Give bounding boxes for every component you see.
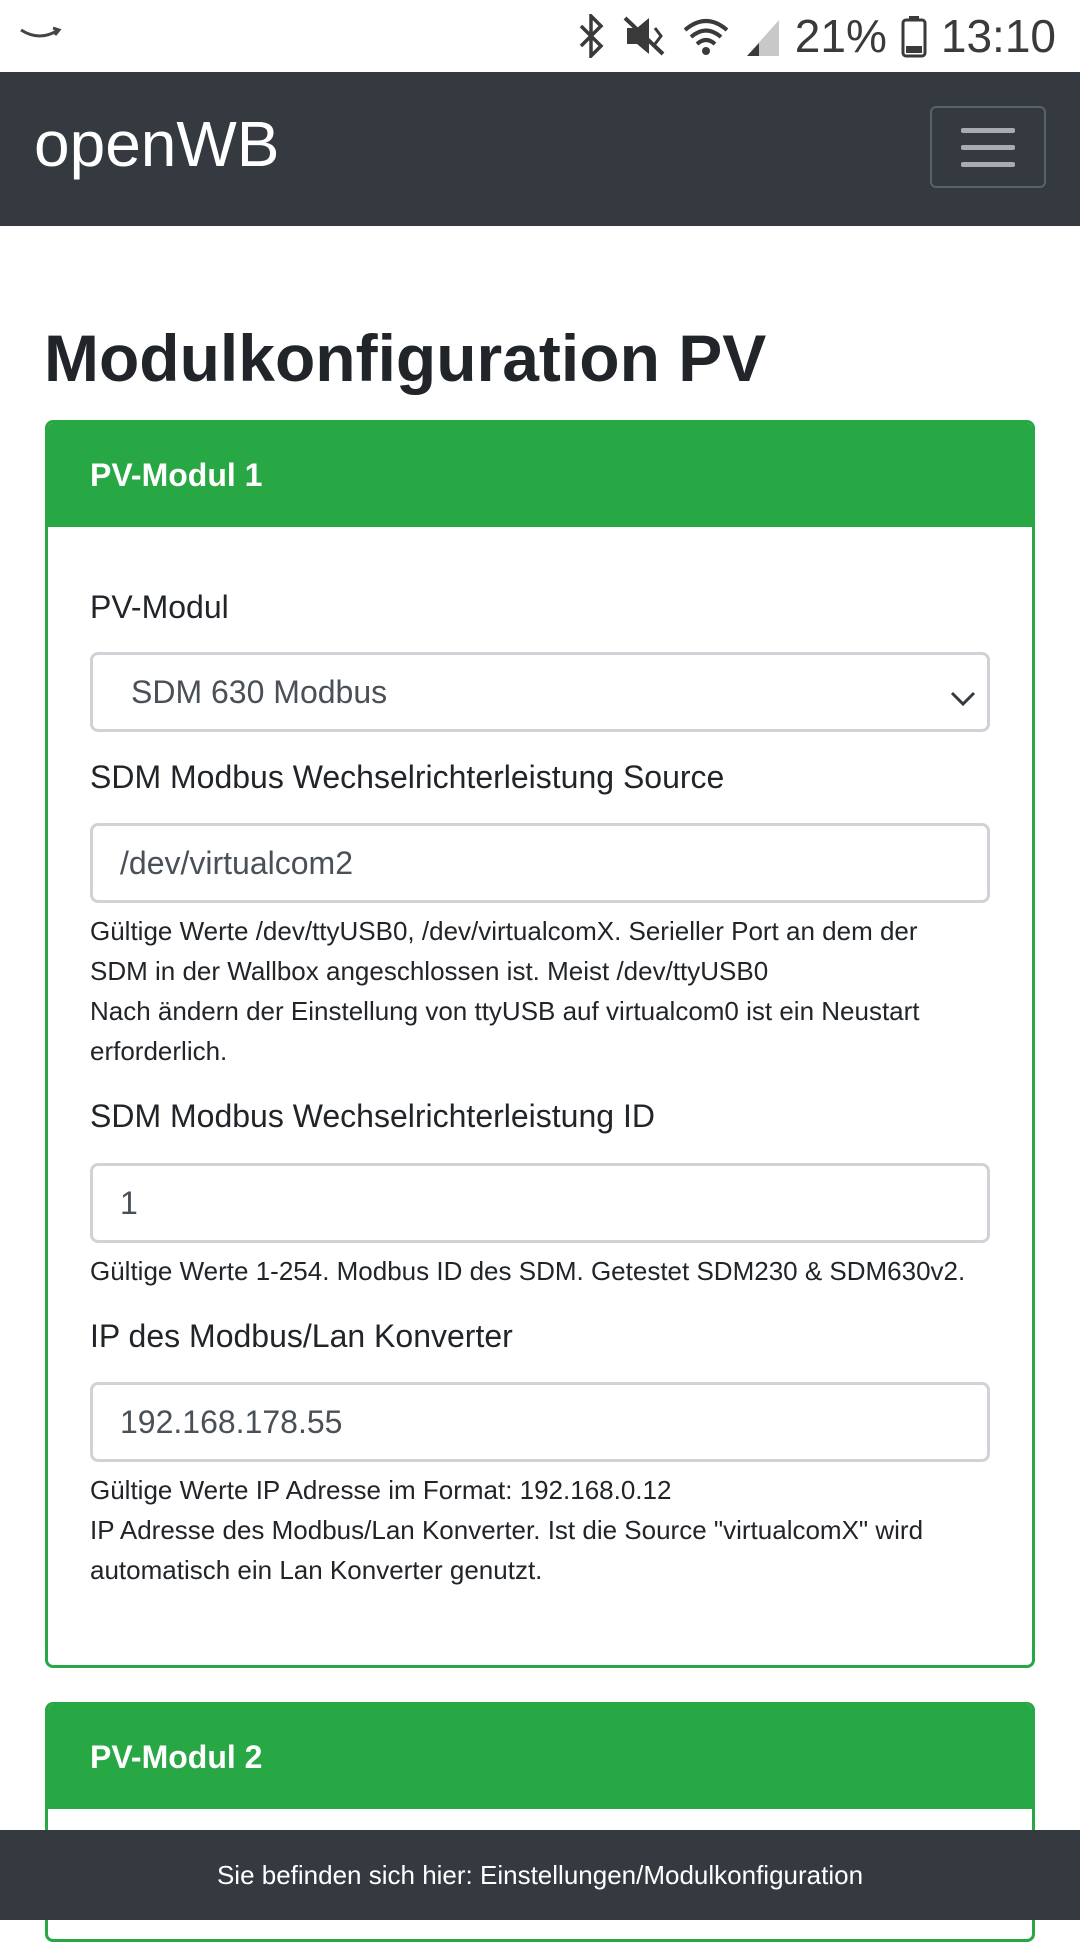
wifi-icon [681, 14, 731, 58]
help-line: SDM in der Wallbox angeschlossen ist. Meist /dev/ttyUSB0 [90, 956, 769, 986]
card-header: PV-Modul 2 [48, 1705, 1032, 1809]
status-bar [0, 0, 1080, 72]
help-line: automatisch ein Lan Konverter genutzt. [90, 1555, 543, 1585]
id-input-value: 1 [120, 1184, 138, 1221]
ip-help-text [90, 1470, 995, 1590]
bluetooth-icon [577, 14, 607, 58]
ip-input[interactable] [90, 1382, 990, 1462]
navbar [0, 72, 1080, 226]
source-label: SDM Modbus Wechselrichterleistung Source [90, 759, 725, 795]
id-input[interactable] [90, 1163, 990, 1243]
signal-icon [745, 14, 781, 58]
mute-vibrate-icon [621, 14, 667, 58]
pv-module-select[interactable] [90, 652, 990, 732]
page-title: Modulkonfiguration PV [44, 321, 767, 395]
hamburger-menu-icon[interactable] [930, 106, 1046, 188]
chevron-down-icon [949, 681, 977, 718]
help-line: Gültige Werte 1-254. Modbus ID des SDM. Getestet SDM230 & SDM630v2. [90, 1256, 966, 1286]
ip-label: IP des Modbus/Lan Konverter [90, 1318, 513, 1354]
help-line: Gültige Werte /dev/ttyUSB0, /dev/virtualcomX. Serieller Port an dem der [90, 916, 918, 946]
pv-module-label: PV-Modul [90, 589, 229, 625]
breadcrumb-footer: Sie befinden sich hier: Einstellungen/Modulkonfiguration [0, 1830, 1080, 1920]
help-line: erforderlich. [90, 1036, 228, 1066]
amazon-smile-icon [18, 20, 62, 50]
source-input-value: /dev/virtualcom2 [120, 844, 353, 881]
pv-module-1-card [45, 420, 1035, 1668]
id-help-text [90, 1251, 995, 1291]
pv-module-selected-value: SDM 630 Modbus [131, 673, 388, 710]
battery-icon [901, 14, 927, 58]
source-input[interactable] [90, 823, 990, 903]
source-help-text [90, 911, 995, 1071]
clock: 13:10 [940, 10, 1056, 62]
battery-percent: 21% [794, 10, 887, 62]
brand-logo[interactable]: openWB [34, 108, 280, 180]
card-header: PV-Modul 1 [48, 423, 1032, 527]
help-line: IP Adresse des Modbus/Lan Konverter. Ist die Source "virtualcomX" wird [90, 1515, 924, 1545]
id-label: SDM Modbus Wechselrichterleistung ID [90, 1098, 655, 1134]
ip-input-value: 192.168.178.55 [120, 1403, 343, 1440]
help-line: Nach ändern der Einstellung von ttyUSB auf virtualcom0 ist ein Neustart [90, 996, 920, 1026]
help-line: Gültige Werte IP Adresse im Format: 192.168.0.12 [90, 1475, 672, 1505]
